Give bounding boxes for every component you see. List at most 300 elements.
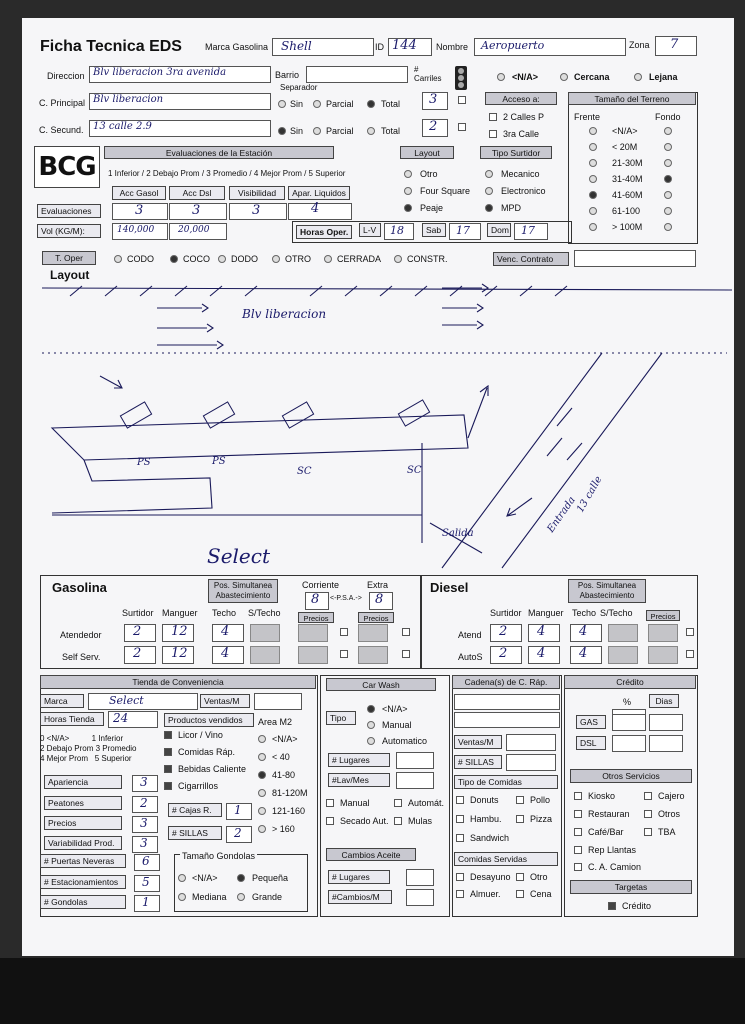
area-radio[interactable] [258,753,266,761]
donuts-label: Donuts [470,795,499,805]
rep-llantas-check[interactable] [574,846,582,854]
gas-label: GAS [576,715,606,729]
cw-manual-check[interactable] [326,799,334,807]
gas-precios-2: Precios [358,612,394,623]
cad-ventas-label: Ventas/M [454,735,502,749]
corriente-label: Corriente [302,580,340,590]
vol-label: Vol (KG/M): [37,224,101,238]
sandwich-label: Sandwich [470,833,510,843]
dsl-atend-cell[interactable]: 4 [570,624,602,642]
terreno-option-label: <N/A> [612,126,638,136]
area-radio[interactable] [258,735,266,743]
psa-label: <-P.S.A.-> [330,595,362,602]
targetas-header: Targetas [570,880,692,894]
prox-cercana-radio[interactable] [560,73,568,81]
terreno-fondo-radio[interactable] [664,223,672,231]
toper-label: DODO [231,254,258,264]
id-value: 144 [392,38,417,53]
gas-price-cell [298,624,328,642]
credito-check-label: Crédito [622,901,652,911]
area-label: Area M2 [258,717,293,727]
tienda-header: Tienda de Conveniencia [40,675,316,689]
variabilidad-field[interactable]: 3 [132,836,158,853]
sep2-total-radio[interactable] [367,127,375,135]
acceso-2calles-label: 2 Calles P [503,112,545,122]
neveras-field[interactable]: 6 [134,854,160,871]
carriles-principal-check[interactable] [458,96,466,104]
surtidor-mpd-radio[interactable] [485,204,493,212]
cajero-check[interactable] [644,792,652,800]
dsl-autos-cell[interactable]: 4 [570,646,602,664]
eval-visibilidad[interactable]: 3 [229,203,287,220]
layout-otro-label: Otro [420,169,438,179]
diesel-title: Diesel [430,580,469,595]
carriles-secund-check[interactable] [458,123,466,131]
sep1-parcial-radio[interactable] [313,100,321,108]
kiosko-label: Kiosko [588,791,616,801]
sketch-road-text: Blv liberacion [242,307,327,321]
acceso-2calles-check[interactable] [489,113,497,121]
gas-price-cell [358,624,388,642]
gas-price-cell [358,646,388,664]
cad-sillas-label: # SILLAS [454,755,502,769]
lv-field[interactable]: 18 [384,223,414,240]
tipo-comidas-label: Tipo de Comidas [454,775,558,789]
terreno-frente-radio[interactable] [589,159,597,167]
ca-lugares-label: # Lugares [328,870,390,884]
peatones-field[interactable]: 2 [132,796,158,813]
tienda-ventas-field[interactable] [254,693,302,710]
terreno-frente-radio[interactable] [589,207,597,215]
area-label: 41-80 [272,770,296,780]
evaluaciones-label: Evaluaciones [37,204,101,218]
cw-na-label: <N/A> [382,704,408,714]
toper-label: OTRO [285,254,311,264]
cw-na-radio[interactable] [367,705,375,713]
estac-field[interactable]: 5 [134,875,160,892]
precios-field[interactable]: 3 [132,816,158,833]
sandwich-check[interactable] [456,834,464,842]
apariencia-field[interactable]: 3 [132,775,158,792]
comidas-servidas-label: Comidas Servidas [454,852,558,866]
zona-label: Zona [629,40,650,50]
dsl-price-cell [608,624,638,642]
cw-manual-check-label: Manual [340,798,370,808]
direccion-field[interactable] [89,66,271,83]
terreno-frente-radio[interactable] [589,191,597,199]
col-apar-liquidos: Apar. Liquidos [288,186,350,200]
gas-pct-field[interactable] [612,714,646,731]
desayuno-label: Desayuno [470,872,511,882]
sketch-island-2: PS [212,456,226,467]
id-label: ID [375,42,384,52]
direccion-label: Direccion [47,71,85,81]
terreno-frente-label: Frente [574,112,601,122]
cw-auto-label: Automatico [382,736,428,746]
hambu-check[interactable] [456,815,464,823]
gond-peq-label: Pequeña [252,873,289,883]
gas-precios-1: Precios [298,612,334,623]
terreno-frente-radio[interactable] [589,175,597,183]
marca-label: Marca Gasolina [205,42,269,52]
dsl-precios: Precios [646,610,680,621]
surtidor-electronico-label: Electronico [501,186,546,196]
dsl-autos-cell[interactable]: 2 [490,646,522,664]
gas-col-manguer: Manguer [162,608,198,618]
gas-self-cell[interactable]: 4 [212,646,244,664]
sep1-total-radio[interactable] [367,100,375,108]
cprincipal-value: Blv liberacion [93,94,164,105]
carriles-label: # Carriles [414,65,442,83]
atendedor-label: Atendedor [60,630,102,640]
apariencia-label: Apariencia [44,775,122,789]
horas-tienda-field[interactable]: 24 [108,711,158,728]
cprincipal-field[interactable] [89,93,271,110]
col-visibilidad: Visibilidad [229,186,285,200]
precios-label: Precios [44,816,122,830]
sketch-street: 13 calle [575,474,605,515]
self-serv-label: Self Serv. [62,652,101,662]
surtidor-mpd-label: MPD [501,203,521,213]
direccion-value: Blv liberacion 3ra avenida [93,67,227,78]
eval-scale: 1 Inferior / 2 Debajo Prom / 3 Promedio / 4 Mejor Prom / 5 Superior [108,169,346,178]
csecund-label: C. Secund. [39,125,84,135]
sep2-sin-label: Sin [290,126,304,136]
nombre-value: Aeropuerto [481,39,545,52]
producto-label: Bebidas Caliente [178,764,247,774]
gond-gra-radio[interactable] [237,893,245,901]
terreno-option-label: < 20M [612,142,638,152]
form-title: Ficha Tecnica EDS [40,38,182,55]
producto-check[interactable] [164,765,172,773]
toper-radio[interactable] [218,255,226,263]
terreno-fondo-radio[interactable] [664,159,672,167]
tienda-marca-label: Marca [40,694,84,708]
dsl-dias-field[interactable] [649,735,683,752]
pollo-label: Pollo [530,795,551,805]
gas-atendedor-cell[interactable]: 12 [162,624,194,642]
id-field[interactable] [388,38,432,56]
gond-peq-radio[interactable] [237,874,245,882]
producto-label: Comidas Ráp. [178,747,236,757]
desayuno-check[interactable] [456,873,464,881]
layout-peaje-radio[interactable] [404,204,412,212]
carriles-secund-value: 2 [429,119,438,134]
dsl-label: DSL [576,736,606,750]
layout-peaje-label: Peaje [420,203,444,213]
producto-check[interactable] [164,782,172,790]
gas-col-stecho: S/Techo [248,608,281,618]
cena-check[interactable] [516,890,524,898]
credito-check[interactable] [608,902,616,910]
cw-lavmes-field[interactable] [396,772,434,789]
horas-tienda-label: Horas Tienda [40,712,104,726]
eval-acc-gasol[interactable]: 3 [112,203,168,220]
terreno-option-label: > 100M [612,222,643,232]
marca-field[interactable] [272,38,374,56]
cad-ventas-field[interactable] [506,734,556,751]
cajas-label: # Cajas R. [168,803,222,817]
terreno-option-label: 21-30M [612,158,643,168]
vol-gasol[interactable]: 140,000 [112,223,168,240]
toper-radio[interactable] [272,255,280,263]
otros-servicios-header: Otros Servicios [570,769,692,783]
otros-check[interactable] [644,810,652,818]
surtidor-mecanico-label: Mecanico [501,169,540,179]
dsl-price-cell [608,646,638,664]
cw-secado-label: Secado Aut. [340,816,389,826]
zona-field[interactable] [655,36,697,56]
prox-cercana-label: Cercana [574,72,610,82]
gas-atendedor-cell[interactable]: 2 [124,624,156,642]
surtidor-mecanico-radio[interactable] [485,170,493,178]
camion-label: C. A. Camion [588,862,642,872]
cw-mulas-check[interactable] [394,817,402,825]
gond-na-label: <N/A> [192,873,218,883]
sep1-parcial-label: Parcial [326,99,354,109]
layout-otro-radio[interactable] [404,170,412,178]
eval-acc-dsl[interactable]: 3 [169,203,227,220]
form-sheet [22,18,734,956]
traffic-light-icon [452,66,470,90]
producto-label: Licor / Vino [178,730,223,740]
dom-label: Dom [487,223,511,237]
area-radio[interactable] [258,771,266,779]
gas-price-check[interactable] [340,628,348,636]
terreno-fondo-radio[interactable] [664,175,672,183]
surtidor-electronico-radio[interactable] [485,187,493,195]
csecund-value: 13 calle 2.9 [93,121,152,132]
toper-label: CONSTR. [407,254,448,264]
sep1-total-label: Total [381,99,401,109]
tienda-marca-field[interactable]: Select [88,693,198,710]
barrio-field[interactable] [306,66,408,83]
gondolas-field[interactable]: 1 [134,895,160,912]
area-label: 81-120M [272,788,308,798]
toper-radio[interactable] [114,255,122,263]
dsl-price-check[interactable] [686,628,694,636]
dias-label: Dias [649,694,679,708]
gond-na-radio[interactable] [178,874,186,882]
prox-lejana-radio[interactable] [634,73,642,81]
gas-price-check[interactable] [402,628,410,636]
toper-label: CERRADA [337,254,382,264]
tienda-scale: 0 <N/A> 1 Inferior 2 Debajo Prom 3 Promedio 4 Mejor Prom 5 Superior [40,734,137,763]
pollo-check[interactable] [516,796,524,804]
toper-radio[interactable] [170,255,178,263]
dsl-atend-cell[interactable]: 2 [490,624,522,642]
venc-field[interactable] [574,250,696,267]
gond-med-label: Mediana [192,892,227,902]
restauran-check[interactable] [574,810,582,818]
donuts-check[interactable] [456,796,464,804]
cw-secado-check[interactable] [326,817,334,825]
carriles-secund-field[interactable] [422,119,448,137]
cajas-field[interactable]: 1 [226,803,252,820]
area-label: <N/A> [272,734,298,744]
tienda-sillas-field[interactable]: 2 [226,826,252,843]
horas-label: Horas Oper. [296,225,352,239]
sep2-total-label: Total [381,126,401,136]
cw-automat-label: Automát. [408,798,445,808]
toper-label: CODO [127,254,154,264]
sketch-island-1: PS [137,457,151,468]
estac-label: # Estacionamientos [40,875,126,889]
sab-field[interactable]: 17 [449,223,481,240]
tba-label: TBA [658,827,676,837]
carriles-principal-field[interactable] [422,92,448,110]
almuer-check[interactable] [456,890,464,898]
toper-radio[interactable] [394,255,402,263]
dsl-autos-cell[interactable]: 4 [528,646,560,664]
layout-four-radio[interactable] [404,187,412,195]
cw-auto-radio[interactable] [367,737,375,745]
terreno-fondo-radio[interactable] [664,191,672,199]
dsl-pct-field[interactable] [612,735,646,752]
area-radio[interactable] [258,825,266,833]
dsl-col-surtidor: Surtidor [490,608,522,618]
dsl-price-check[interactable] [686,650,694,658]
gas-self-cell[interactable]: 12 [162,646,194,664]
pizza-label: Pizza [530,814,553,824]
cprincipal-label: C. Principal [39,98,86,108]
scan-background [0,958,745,1024]
toper-label: COCO [183,254,210,264]
terreno-fondo-radio[interactable] [664,143,672,151]
gas-col-surtidor: Surtidor [122,608,154,618]
site-sketch [22,268,734,573]
otro-check[interactable] [516,873,524,881]
acceso-3ra-check[interactable] [489,130,497,138]
producto-check[interactable] [164,748,172,756]
marca-value: Shell [281,39,312,53]
otro-label: Otro [530,872,548,882]
neveras-label: # Puertas Neveras [40,854,126,868]
cw-manual-label: Manual [382,720,412,730]
hambu-label: Hambu. [470,814,502,824]
variabilidad-label: Variabilidad Prod. [44,836,122,850]
sketch-island-4: SC [407,465,422,476]
sep1-sin-radio[interactable] [278,100,286,108]
cadenas-field-2[interactable] [454,712,560,728]
credito-header: Crédito [564,675,696,689]
layout-header: Layout [400,146,454,159]
terreno-frente-radio[interactable] [589,127,597,135]
producto-label: Cigarrillos [178,781,219,791]
sep2-sin-radio[interactable] [278,127,286,135]
toper-radio[interactable] [324,255,332,263]
cena-label: Cena [530,889,552,899]
dom-field[interactable]: 17 [514,223,548,240]
restauran-label: Restauran [588,809,630,819]
gas-dias-field[interactable] [649,714,683,731]
cadenas-header: Cadena(s) de C. Ráp. [452,675,560,689]
gond-gra-label: Grande [252,892,283,902]
terreno-frente-radio[interactable] [589,143,597,151]
prox-na-label: <N/A> [512,72,539,82]
area-label: > 160 [272,824,295,834]
cw-automat-check[interactable] [394,799,402,807]
sketch-store: Select [207,544,271,568]
area-radio[interactable] [258,789,266,797]
cambios-header: Cambios Aceite [326,848,416,861]
pizza-check[interactable] [516,815,524,823]
productos-label: Productos vendidos [164,713,254,727]
zona-value: 7 [670,37,679,52]
sketch-salida: Salida [442,528,474,539]
area-label: < 40 [272,752,290,762]
dsl-col-manguer: Manguer [528,608,564,618]
cadenas-field-1[interactable] [454,694,560,710]
camion-check[interactable] [574,863,582,871]
bcg-logo: BCG [34,146,100,188]
separador-label: Separador [280,83,318,92]
tba-check[interactable] [644,828,652,836]
cafe-check[interactable] [574,828,582,836]
eval-apar-liquidos[interactable]: 4 [288,203,352,220]
cw-manual-radio[interactable] [367,721,375,729]
otros-label: Otros [658,809,681,819]
tienda-ventas-label: Ventas/M [200,694,250,708]
evaluaciones-header: Evaluaciones de la Estación [104,146,334,159]
gond-size-label: Tamaño Gondolas [182,851,256,861]
prox-na-radio[interactable] [497,73,505,81]
ca-cambios-field[interactable] [406,889,434,906]
gas-price-check[interactable] [402,650,410,658]
area-radio[interactable] [258,807,266,815]
cw-lugares-field[interactable] [396,752,434,769]
gas-price-cell [250,646,280,664]
vol-dsl[interactable]: 20,000 [169,223,227,240]
kiosko-check[interactable] [574,792,582,800]
gond-med-radio[interactable] [178,893,186,901]
dsl-atend-cell[interactable]: 4 [528,624,560,642]
gas-col-techo: Techo [212,608,237,618]
gas-self-cell[interactable]: 2 [124,646,156,664]
sketch-entrada: Entrada [545,494,578,535]
layout-section-label: Layout [50,268,90,282]
col-acc-dsl: Acc Dsl [169,186,225,200]
gas-atendedor-cell[interactable]: 4 [212,624,244,642]
sep2-parcial-radio[interactable] [313,127,321,135]
dsl-col-techo: Techo [572,608,597,618]
terreno-frente-radio[interactable] [589,223,597,231]
corriente-field[interactable]: 8 [305,592,329,610]
atend-label: Atend [458,630,482,640]
cad-sillas-field[interactable] [506,754,556,771]
carwash-tipo-label: Tipo [326,711,356,725]
almuer-label: Almuer. [470,889,501,899]
carriles-principal-value: 3 [429,92,438,107]
acceso-3ra-label: 3ra Calle [503,129,540,139]
gas-price-cell [298,646,328,664]
terreno-fondo-radio[interactable] [664,127,672,135]
nombre-field[interactable] [474,38,626,56]
gas-price-check[interactable] [340,650,348,658]
ca-lugares-field[interactable] [406,869,434,886]
rep-llantas-label: Rep Llantas [588,845,637,855]
extra-field[interactable]: 8 [369,592,393,610]
terreno-option-label: 31-40M [612,174,643,184]
terreno-fondo-radio[interactable] [664,207,672,215]
terreno-fondo-label: Fondo [655,112,681,122]
toper-label: T. Oper [42,251,96,265]
peatones-label: Peatones [44,796,122,810]
surtidor-header: Tipo Surtidor [480,146,552,159]
csecund-field[interactable] [89,120,271,137]
dsl-col-stecho: S/Techo [600,608,633,618]
producto-check[interactable] [164,731,172,739]
